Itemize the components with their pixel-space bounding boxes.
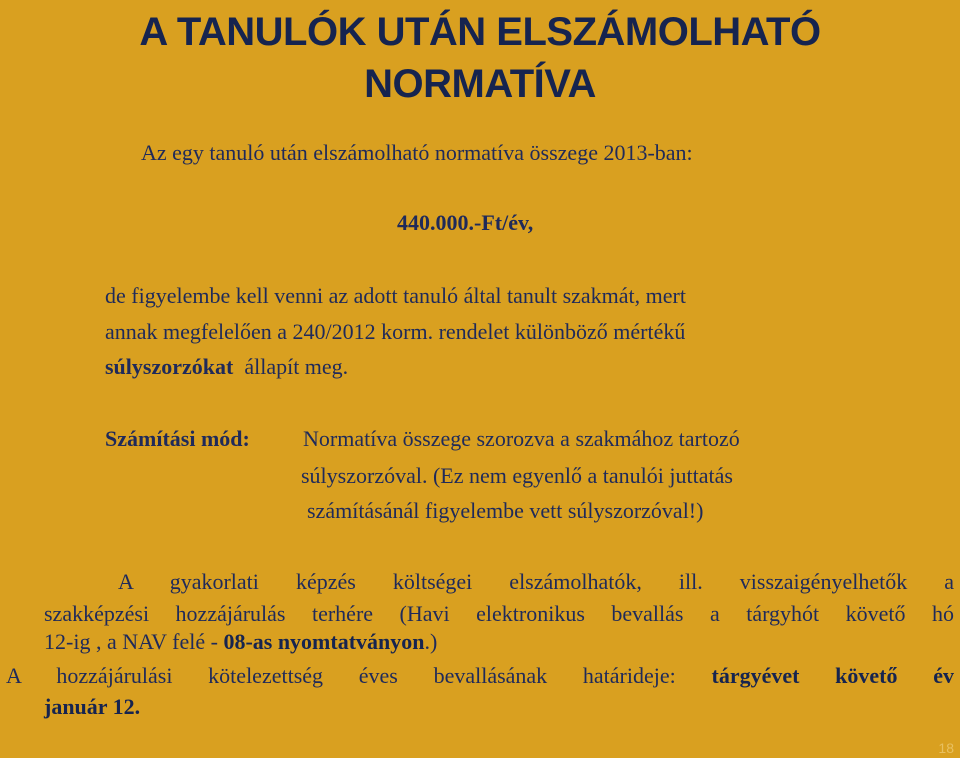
slide-title-line2: NORMATÍVA: [364, 62, 596, 106]
practical-line3-b: .): [424, 629, 438, 654]
practical-line3-a: 12-ig , a NAV felé -: [44, 629, 224, 654]
deadline-bold1: tárgyévet követő év: [711, 663, 955, 688]
deadline-line2: január 12.: [44, 694, 141, 719]
consider-line2: annak megfelelően a 240/2012 korm. rendelet különböző mértékű: [105, 319, 686, 344]
calc-line1: Normatíva összege szorozva a szakmához tartozó: [303, 426, 740, 451]
practical-line1: A gyakorlati képzés költségei elszámolhatók, ill. visszaigényelhetők a: [118, 569, 954, 594]
weight-multipliers-bold: súlyszorzókat: [105, 354, 234, 379]
amount-text: 440.000.-Ft/év,: [397, 210, 534, 235]
consider-line1: de figyelembe kell venni az adott tanuló által tanult szakmát, mert: [105, 283, 686, 308]
practical-line2: szakképzési hozzájárulás terhére (Havi elektronikus bevallás a tárgyhót követő hó: [44, 601, 954, 626]
calc-line2: súlyszorzóval. (Ez nem egyenlő a tanulói juttatás: [301, 463, 733, 488]
slide-title: [0, 6, 960, 110]
intro-text: Az egy tanuló után elszámolható normatíva összege 2013-ban:: [141, 140, 693, 165]
form-08-bold: 08-as nyomtatványon: [223, 629, 425, 654]
calc-line3: számításánál figyelembe vett súlyszorzóval!): [307, 498, 704, 523]
deadline-line1: [6, 661, 954, 691]
practical-line3: [44, 627, 437, 657]
consider-line3: [105, 352, 348, 382]
slide-title-line1: A TANULÓK UTÁN ELSZÁMOLHATÓ: [139, 10, 821, 54]
calc-label: Számítási mód:: [105, 426, 250, 451]
page-number: 18: [938, 740, 954, 756]
consider-rest: állapít meg.: [244, 354, 349, 379]
deadline-text: A hozzájárulási kötelezettség éves bevallásának határideje:: [6, 663, 676, 688]
